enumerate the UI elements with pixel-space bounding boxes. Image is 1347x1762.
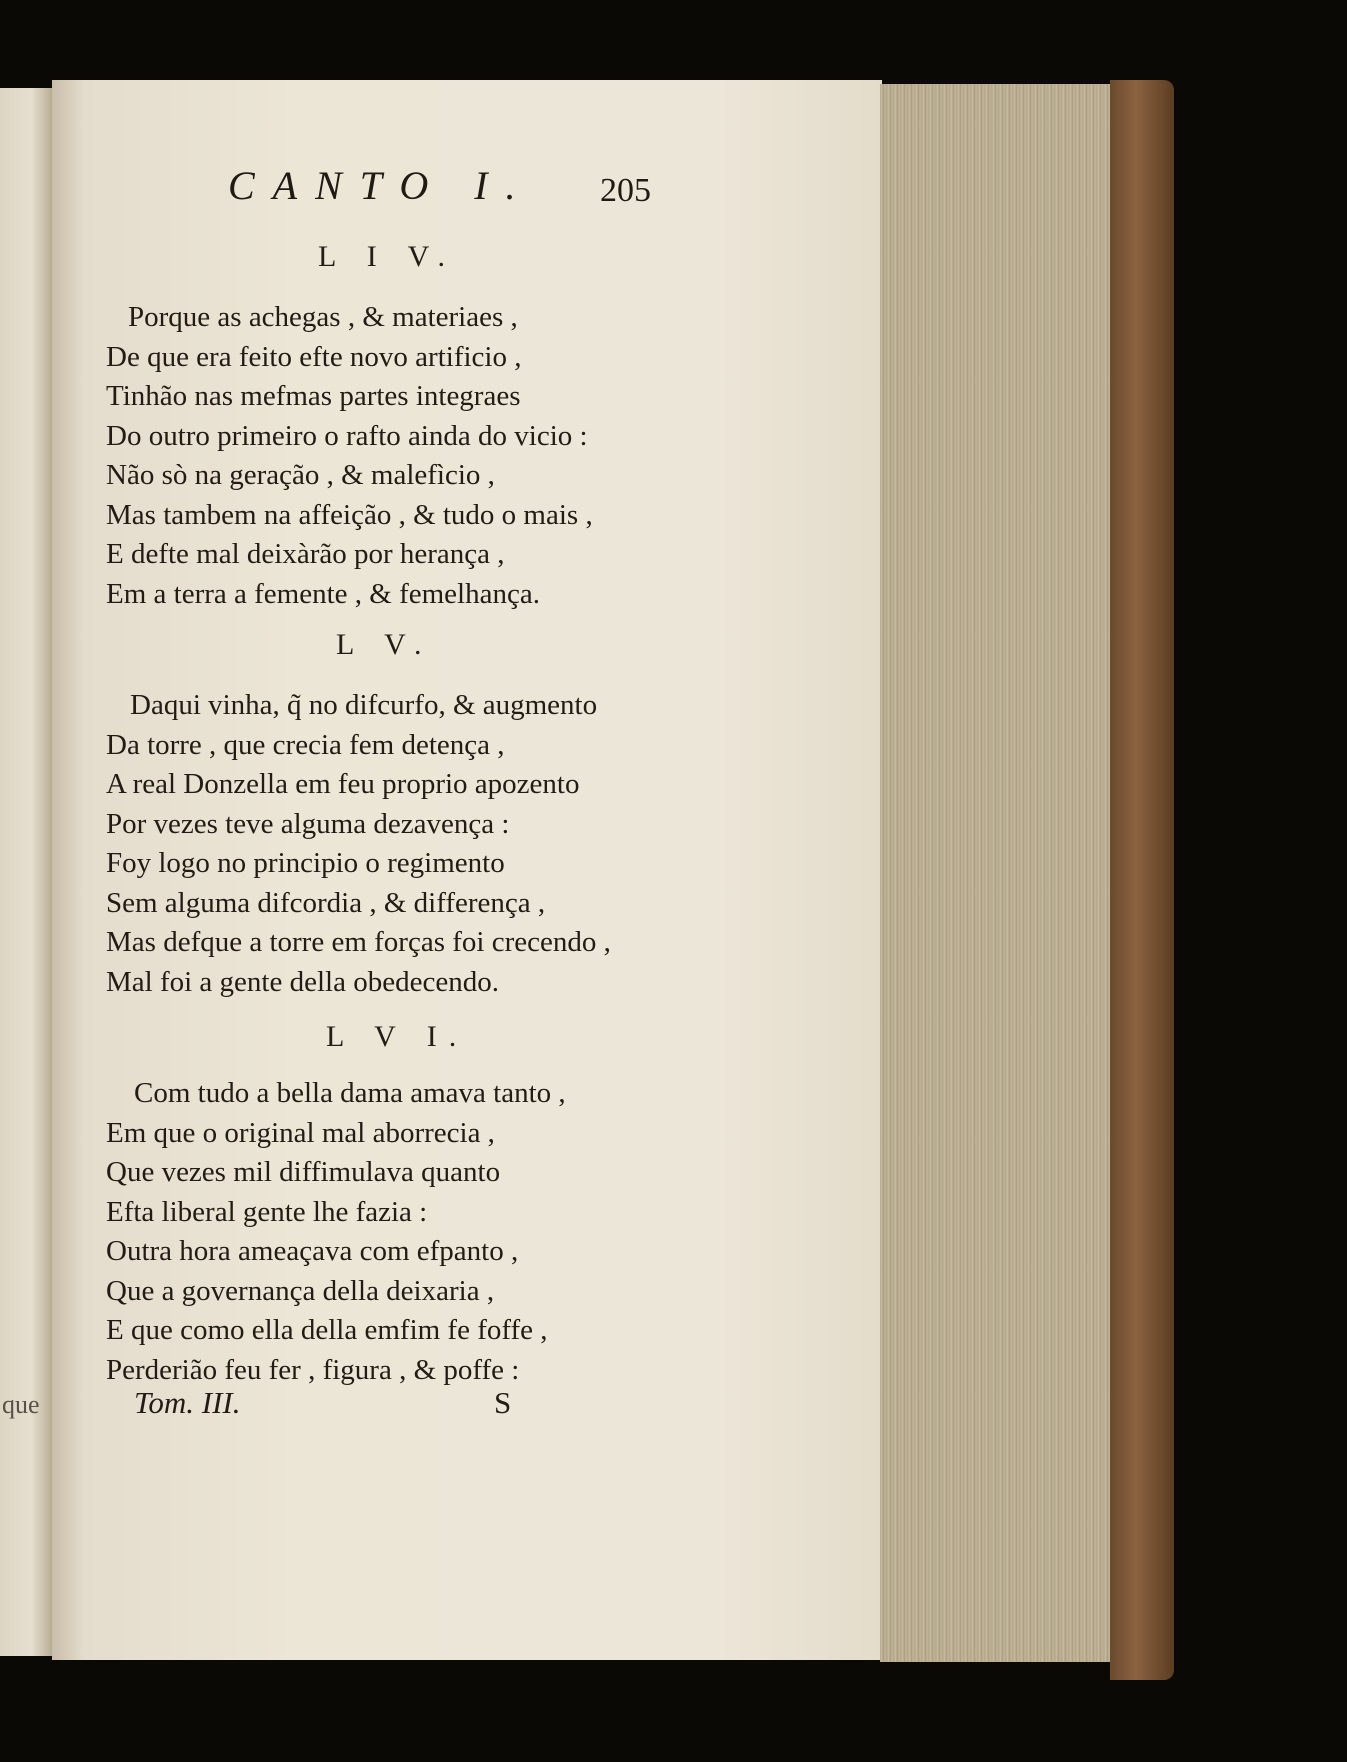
- stanza-number: L V I.: [326, 1020, 469, 1053]
- verse-line: Em a terra a femente , & femelhança.: [106, 577, 540, 610]
- stanza-number: L V.: [336, 628, 434, 661]
- verse-line: Do outro primeiro o rafto ainda do vicio :: [106, 419, 588, 452]
- verse-line: Outra hora ameaçava com efpanto ,: [106, 1235, 519, 1267]
- left-page-catchword: que: [2, 1390, 40, 1419]
- left-page-sliver: [0, 88, 52, 1656]
- verse-line: Por vezes teve alguma dezavença :: [106, 807, 510, 840]
- page-edges: [880, 84, 1112, 1662]
- verse-line: De que era feito efte novo artificio ,: [106, 340, 522, 373]
- verse-line: Que a governança della deixaria ,: [106, 1274, 495, 1307]
- stanza-54: [106, 298, 686, 614]
- verse-line: Tinhão nas mefmas partes integraes: [106, 380, 521, 412]
- verse-line: E defte mal deixàrão por herança ,: [106, 538, 505, 570]
- verse-line: Efta liberal gente lhe fazia :: [106, 1195, 428, 1228]
- verse-line: Daqui vinha, q̃ no difcurfo, & augmento: [130, 689, 598, 721]
- stanza-55: [106, 686, 686, 1002]
- stanza-number: L I V.: [318, 240, 457, 273]
- volume-footer: Tom. III.: [134, 1385, 241, 1420]
- verse-line: Foy logo no principio o regimento: [106, 847, 505, 879]
- verse-line: E que como ella della emfim fe foffe ,: [106, 1314, 548, 1346]
- signature-mark: S: [494, 1385, 512, 1420]
- book-cover-edge: [1110, 80, 1174, 1680]
- verse-line: Com tudo a bella dama amava tanto ,: [134, 1077, 566, 1109]
- running-head: CANTO I.: [228, 163, 534, 208]
- verse-line: Não sò na geração , & malefìcio ,: [106, 459, 495, 491]
- verse-line: Sem alguma difcordia , & differença ,: [106, 886, 546, 919]
- stanza-56: [106, 1074, 686, 1390]
- verse-line: Mas defque a torre em forças foi crecendo ,: [106, 926, 611, 958]
- verse-line: A real Donzella em feu proprio apozento: [106, 768, 580, 800]
- verse-line: Que vezes mil diffimulava quanto: [106, 1156, 501, 1188]
- page-number: 205: [600, 172, 651, 209]
- verse-line: Porque as achegas , & materiaes ,: [128, 301, 518, 333]
- verse-line: Em que o original mal aborrecia ,: [106, 1116, 495, 1149]
- verse-line: Mal foi a gente della obedecendo.: [106, 965, 499, 998]
- verse-line: Perderião feu fer , figura , & poffe :: [106, 1353, 520, 1386]
- verse-line: Mas tambem na affeição , & tudo o mais ,: [106, 498, 593, 531]
- verse-line: Da torre , que crecia fem detença ,: [106, 728, 505, 761]
